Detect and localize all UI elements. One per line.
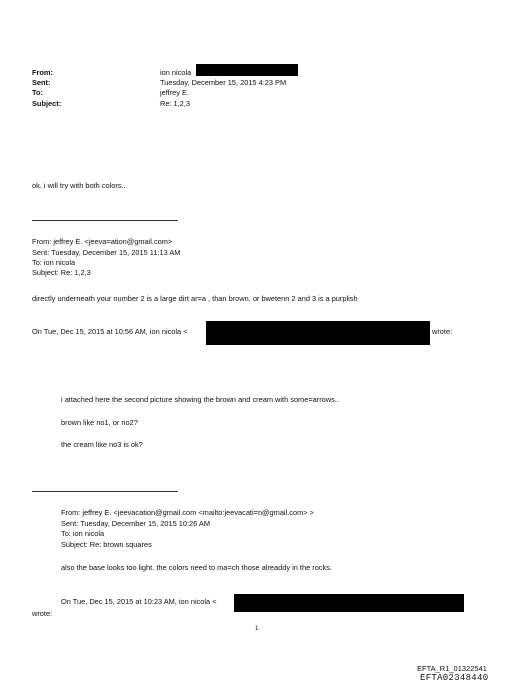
page-number: 1 — [255, 626, 259, 632]
subject-value: Re: 1,2,3 — [160, 99, 190, 108]
bates-number-secondary: EFTA02348440 — [420, 673, 489, 683]
divider — [32, 491, 178, 492]
from-value: ion nicola — [160, 68, 192, 77]
sent-value: Tuesday, December 15, 2015 4:23 PM — [160, 78, 287, 87]
quote1-prefix: On Tue, Dec 15, 2015 at 10:56 AM, ion nicola < — [32, 327, 188, 336]
redaction-block — [234, 594, 464, 612]
to-value: jeffrey E. — [160, 88, 190, 97]
divider — [32, 220, 178, 221]
msg2-body: also the base looks too light. the colors need to ma=ch those alreaddy in the rocks. — [61, 563, 332, 572]
quote2-wrote: wrote: — [32, 609, 53, 618]
bates-number-primary: EFTA_R1_01322541 — [417, 664, 487, 673]
quote1-line: i attached here the second picture showing the brown and cream with some=arrows.. — [61, 395, 339, 404]
msg2-to: To: ion nicola — [61, 529, 105, 538]
msg2-subject: Subject: Re: brown squares — [61, 540, 152, 549]
redaction-block — [196, 64, 298, 76]
body-line: ok. i will try with both colors.. — [32, 181, 126, 190]
msg1-body: directly underneath your number 2 is a large dirt ar=a , than brown, or bwetenn 2 and 3 is a purplish — [32, 294, 358, 303]
msg1-subject: Subject: Re: 1,2,3 — [32, 268, 91, 277]
from-label: From: — [32, 68, 53, 77]
msg1-sent: Sent: Tuesday, December 15, 2015 11:13 AM — [32, 248, 181, 257]
sent-label: Sent: — [32, 78, 51, 87]
quote1-line: brown like no1, or no2? — [61, 418, 138, 427]
subject-label: Subject: — [32, 99, 62, 108]
msg2-sent: Sent: Tuesday, December 15, 2015 10:26 AM — [61, 519, 210, 528]
quote1-line: the cream like no3 is ok? — [61, 440, 143, 449]
msg2-from: From: jeffrey E. <jeevacation@gmail.com <mailto:jeevacati=n@gmail.com> > — [61, 508, 314, 517]
msg1-from: From: jeffrey E. <jeeva=ation@gmail.com> — [32, 237, 173, 246]
quote2-prefix: On Tue, Dec 15, 2015 at 10:23 AM, ion nicola < — [61, 597, 217, 606]
to-label: To: — [32, 88, 43, 97]
redaction-block — [206, 321, 430, 345]
quote1-suffix: wrote: — [432, 327, 453, 336]
msg1-to: To: ion nicola — [32, 258, 76, 267]
